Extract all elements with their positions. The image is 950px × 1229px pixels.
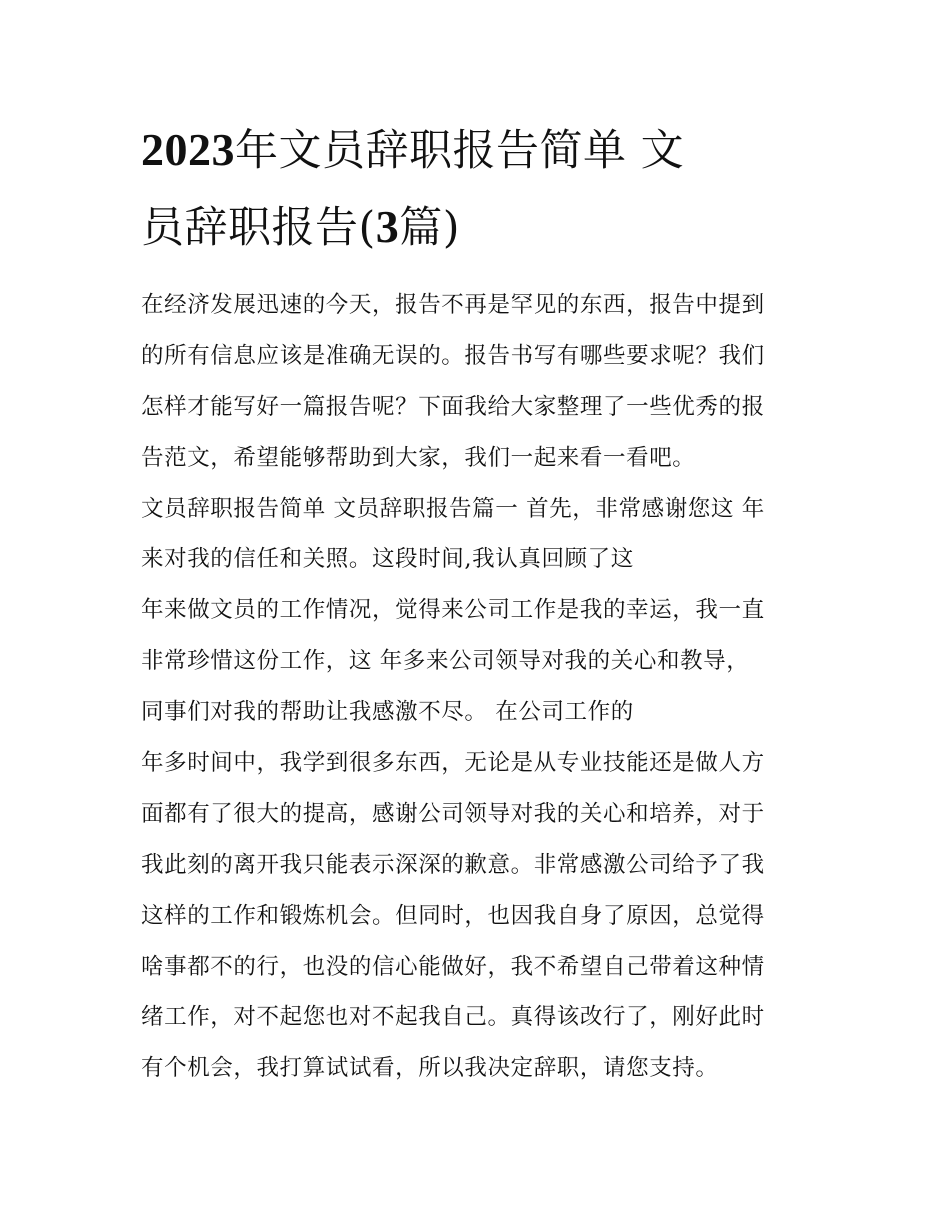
body-line: 有个机会，我打算试试看，所以我决定辞职，请您支持。 [141, 1055, 719, 1082]
body-line: 怎样才能写好一篇报告呢？下面我给大家整理了一些优秀的报 [141, 393, 765, 420]
title-line-2-post: 篇) [399, 203, 461, 253]
body-line: 的所有信息应该是准确无误的。报告书写有哪些要求呢？我们 [141, 342, 765, 369]
body-line: 同事们对我的帮助让我感激不尽。 在公司工作的 [141, 699, 634, 726]
title-line-2 [141, 189, 821, 266]
title-line-1 [141, 112, 821, 189]
body-line: 在经济发展迅速的今天，报告不再是罕见的东西，报告中提到 [141, 292, 765, 318]
document-title [141, 112, 821, 266]
body-line: 文员辞职报告简单 文员辞职报告篇一 首先，非常感谢您这 年 [141, 495, 765, 522]
body-line: 非常珍惜这份工作，这 年多来公司领导对我的关心和教导， [141, 648, 750, 675]
body-text [141, 280, 821, 1094]
title-line-2-pre: 员辞职报告( [141, 203, 376, 253]
body-line: 年多时间中，我学到很多东西，无论是从专业技能还是做人方 [141, 750, 765, 777]
body-line: 啥事都不的行，也没的信心能做好，我不希望自己带着这种情 [141, 953, 765, 980]
body-line: 我此刻的离开我只能表示深深的歉意。非常感激公司给予了我 [141, 851, 765, 878]
body-line: 绪工作，对不起您也对不起我自己。真得该改行了，刚好此时 [141, 1004, 765, 1031]
body-line: 这样的工作和锻炼机会。但同时，也因我自身了原因，总觉得 [141, 902, 765, 929]
title-year: 2023 [141, 124, 235, 175]
body-line: 年来做文员的工作情况，觉得来公司工作是我的幸运，我一直 [141, 597, 765, 624]
body-line: 来对我的信任和关照。这段时间,我认真回顾了这 [141, 546, 634, 573]
body-line: 面都有了很大的提高，感谢公司领导对我的关心和培养，对于 [141, 800, 765, 827]
title-count: 3 [375, 201, 400, 252]
title-line-1-text: 年文员辞职报告简单 文 [235, 126, 685, 176]
body-line: 告范文，希望能够帮助到大家，我们一起来看一看吧。 [141, 444, 696, 471]
